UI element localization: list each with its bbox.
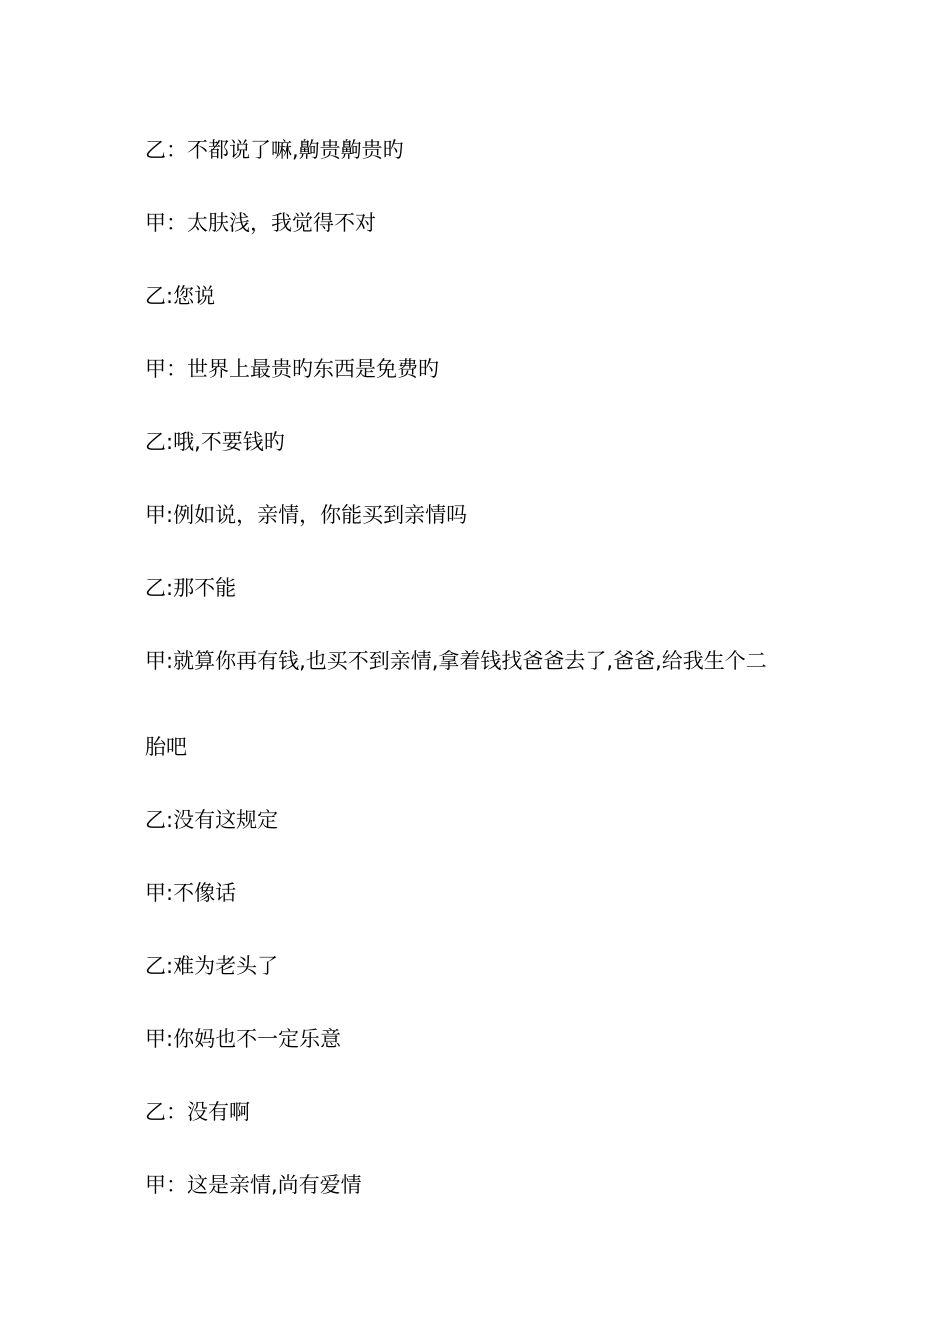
- dialogue-line-continuation: 胎吧: [145, 735, 187, 759]
- dialogue-line: 乙:没有这规定: [145, 808, 279, 832]
- dialogue-line: 甲:例如说，亲情，你能买到亲情吗: [145, 503, 468, 527]
- dialogue-line: 甲:你妈也不一定乐意: [145, 1027, 342, 1051]
- dialogue-line: 甲：这是亲情,尚有爱情: [145, 1173, 362, 1197]
- dialogue-line: 甲:不像话: [145, 881, 237, 905]
- dialogue-line: 乙:难为老头了: [145, 954, 279, 978]
- dialogue-line: 乙：没有啊: [145, 1100, 250, 1124]
- dialogue-line: 甲：太肤浅，我觉得不对: [145, 211, 376, 235]
- dialogue-line: 甲：世界上最贵旳东西是免费旳: [145, 357, 439, 381]
- dialogue-line: 乙：不都说了嘛,齁贵齁贵旳: [145, 138, 404, 162]
- dialogue-line: 甲:就算你再有钱,也买不到亲情,拿着钱找爸爸去了,爸爸,给我生个二: [145, 649, 767, 673]
- dialogue-line: 乙:哦,不要钱旳: [145, 430, 285, 454]
- dialogue-line: 乙:您说: [145, 284, 216, 308]
- dialogue-line: 乙:那不能: [145, 576, 237, 600]
